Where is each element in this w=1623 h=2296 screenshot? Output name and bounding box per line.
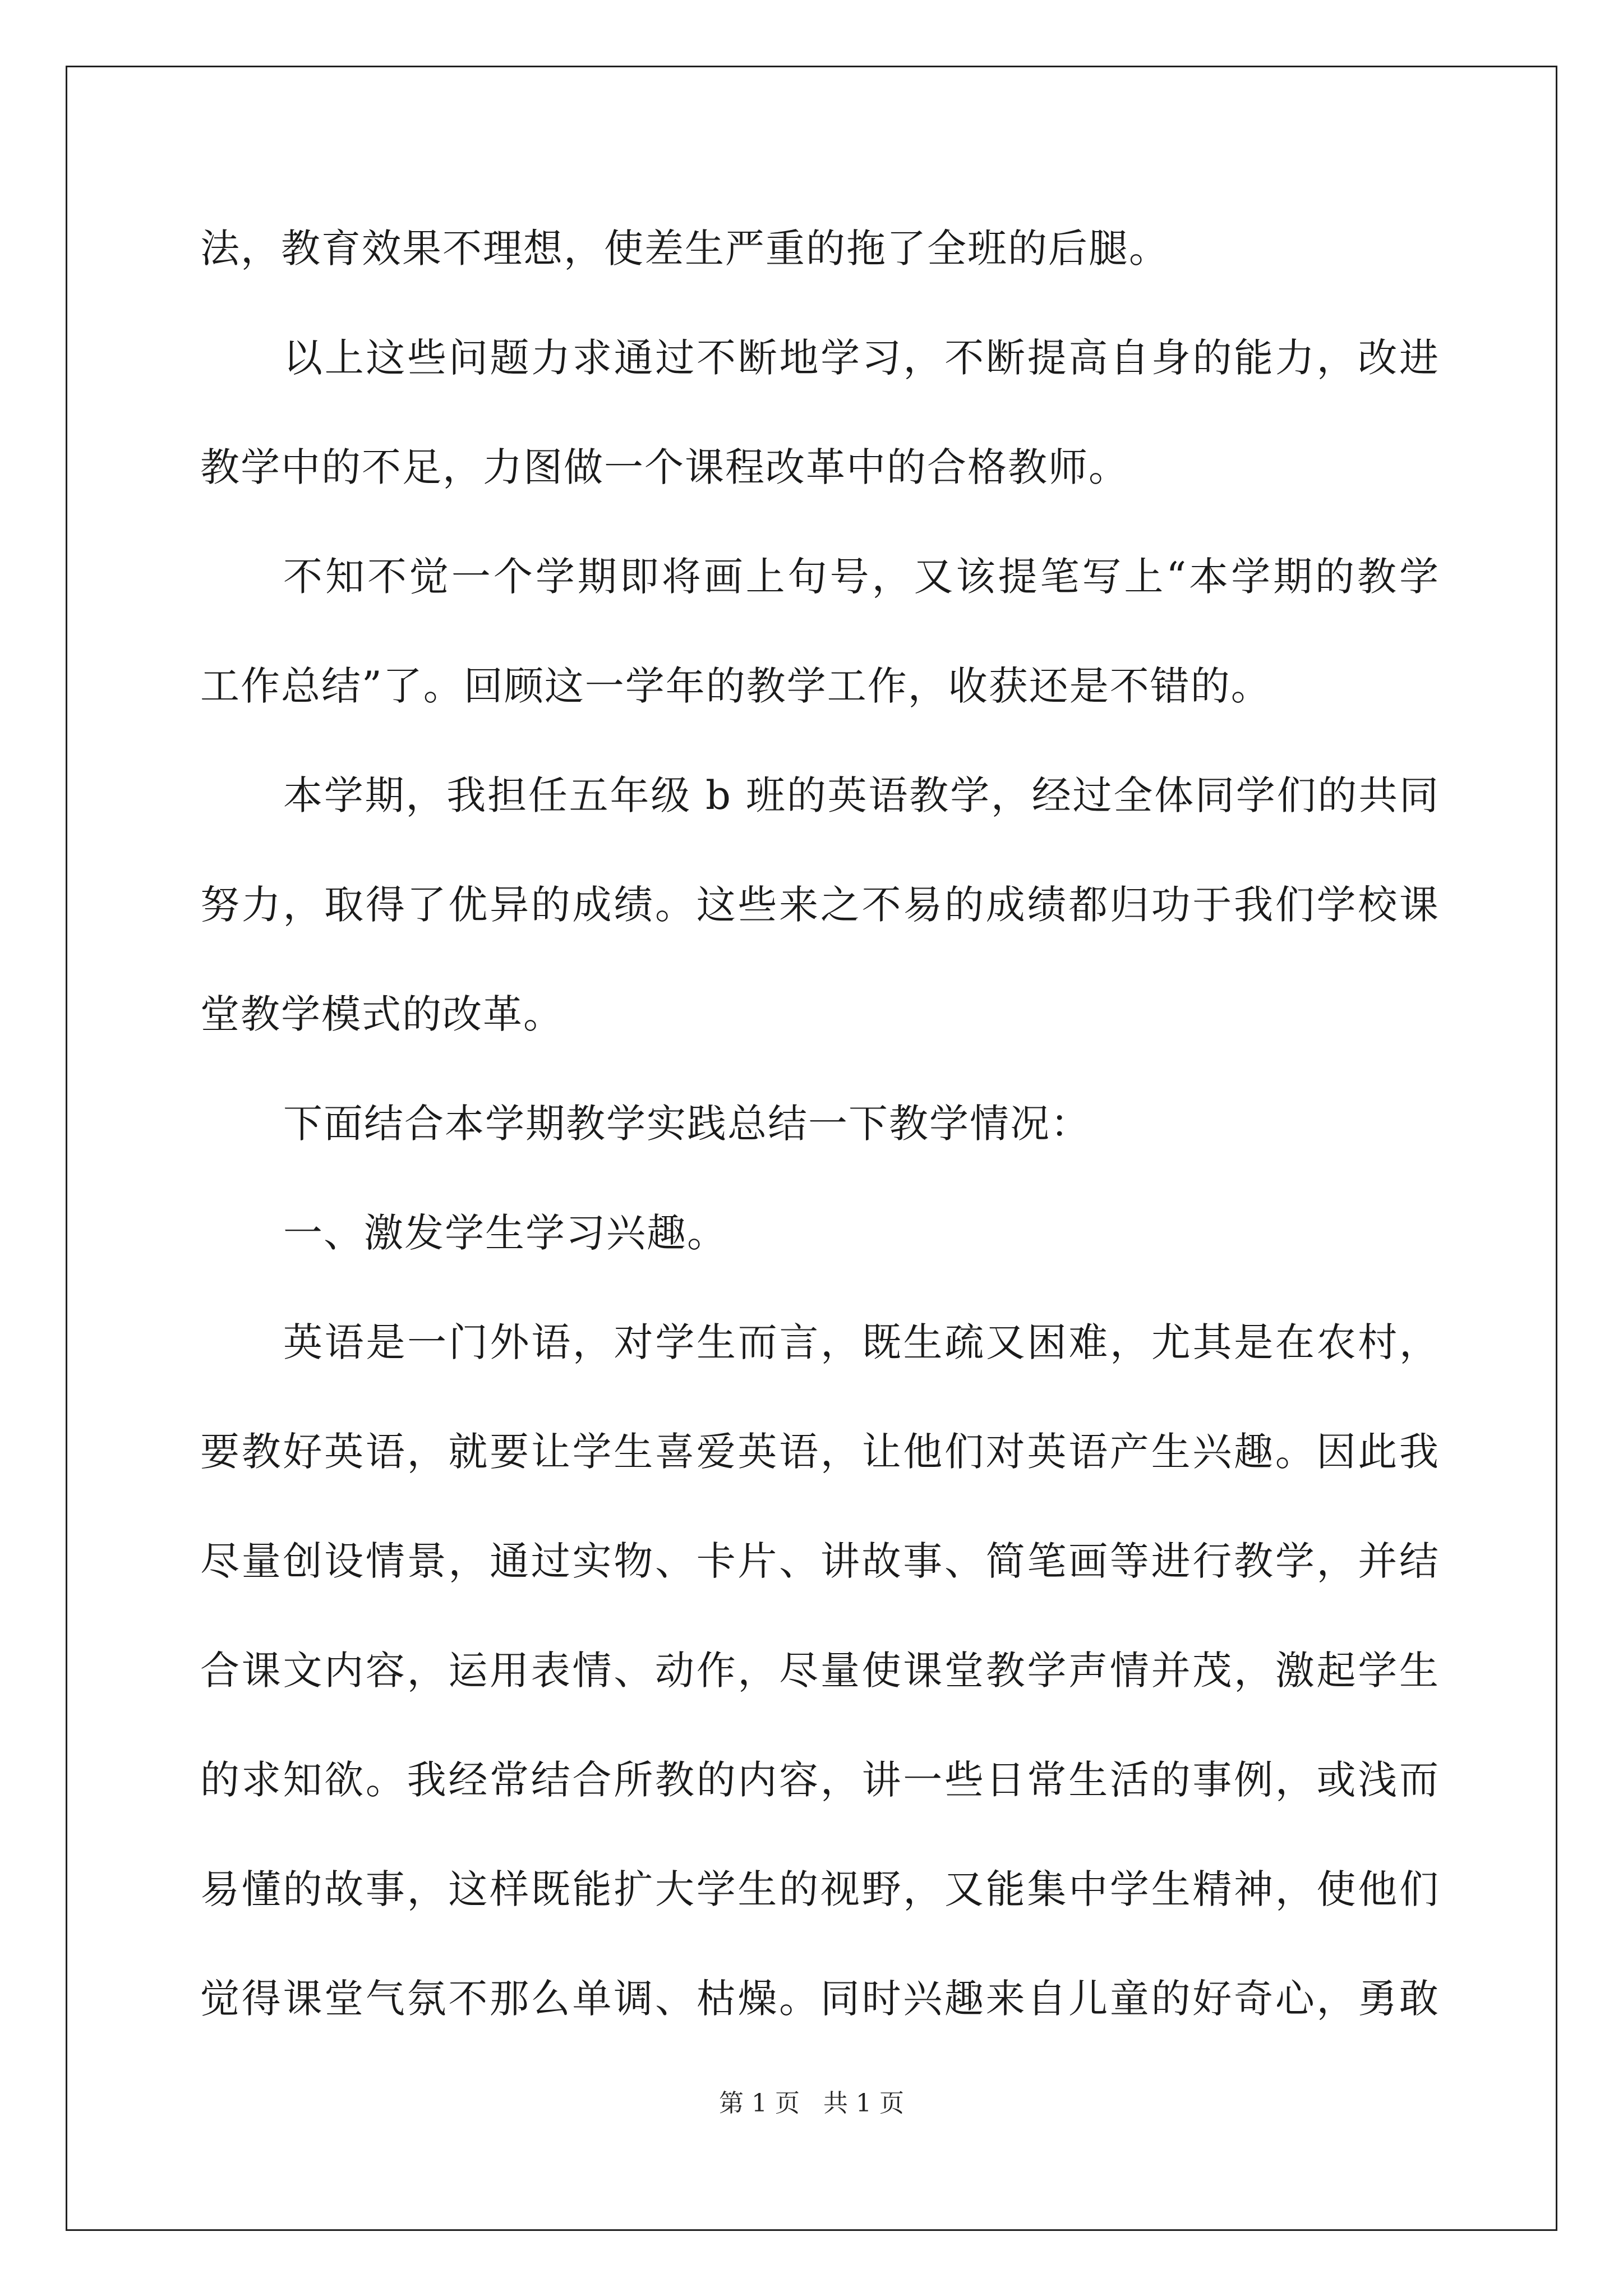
text-line-2: 以上这些问题力求通过不断地学习，不断提高自身的能力，改进 — [283, 335, 1440, 381]
text-line-1: 法，教育效果不理想，使差生严重的拖了全班的后腿。 — [200, 226, 1169, 272]
text-line-12: 要教好英语，就要让学生喜爱英语，让他们对英语产生兴趣。因此我 — [200, 1429, 1440, 1475]
text-line-9: 下面结合本学期教学实践总结一下教学情况： — [283, 1101, 1091, 1147]
text-line-14: 合课文内容，运用表情、动作，尽量使课堂教学声情并茂，激起学生 — [200, 1648, 1440, 1694]
text-line-8: 堂教学模式的改革。 — [200, 991, 564, 1037]
text-line-17: 觉得课堂气氛不那么单调、枯燥。同时兴趣来自儿童的好奇心，勇敢 — [200, 1976, 1440, 2022]
page-total: 共 1 页 — [823, 2089, 904, 2118]
text-line-4: 不知不觉一个学期即将画上句号，又该提笔写上“本学期的教学 — [283, 554, 1440, 600]
text-line-5: 工作总结”了。回顾这一学年的教学工作，收获还是不错的。 — [200, 663, 1271, 709]
text-line-3: 教学中的不足，力图做一个课程改革中的合格教师。 — [200, 444, 1129, 490]
text-line-15: 的求知欲。我经常结合所教的内容，讲一些日常生活的事例，或浅而 — [200, 1757, 1440, 1803]
text-line-16: 易懂的故事，这样既能扩大学生的视野，又能集中学生精神，使他们 — [200, 1866, 1440, 1912]
text-line-10: 一、激发学生学习兴趣。 — [283, 1210, 727, 1256]
page-number: 第 1 页 — [719, 2089, 800, 2118]
text-line-7: 努力，取得了优异的成绩。这些来之不易的成绩都归功于我们学校课 — [200, 882, 1440, 928]
text-line-11: 英语是一门外语，对学生而言，既生疏又困难，尤其是在农村， — [283, 1319, 1440, 1365]
page-footer — [0, 2087, 1623, 2120]
text-line-6: 本学期，我担任五年级 b 班的英语教学，经过全体同学们的共同 — [283, 772, 1440, 818]
text-line-13: 尽量创设情景，通过实物、卡片、讲故事、简笔画等进行教学，并结 — [200, 1538, 1440, 1584]
